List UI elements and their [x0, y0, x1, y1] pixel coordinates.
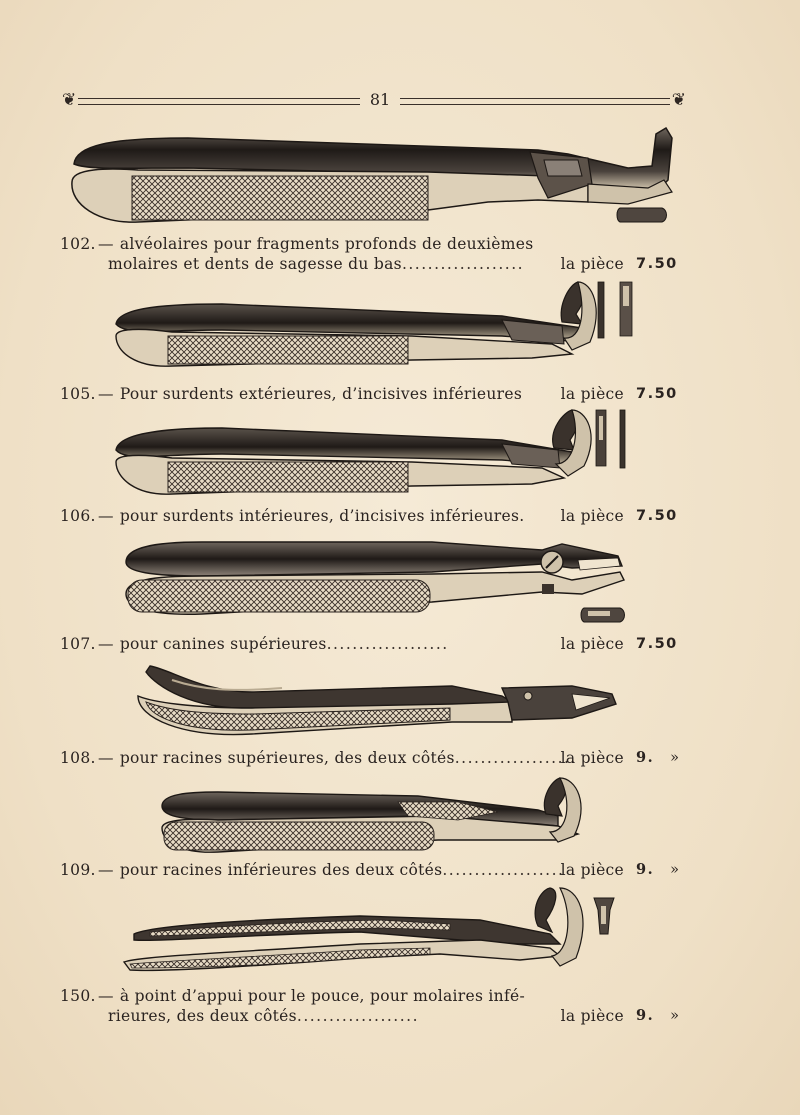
dot-leader: ...................	[442, 861, 565, 879]
entry-150	[60, 986, 686, 1026]
entry-102-description-2: molaires et dents de sagesse du bas	[108, 255, 402, 273]
entry-107-description: pour canines supérieures	[119, 635, 327, 653]
forceps-107-illustration	[122, 536, 632, 626]
entry-109-price-value: 9.	[636, 861, 655, 878]
entry-106-description: pour surdents intérieures, d’incisives inférieures.	[119, 507, 525, 525]
entry-108-price-value: 9.	[636, 749, 655, 766]
entry-102-line1	[60, 234, 686, 254]
entry-105-unit: la pièce	[560, 385, 624, 403]
forceps-108-illustration	[132, 662, 618, 740]
entry-107-unit: la pièce	[560, 635, 624, 653]
entry-102	[60, 234, 686, 274]
entry-102-price: 7.50	[636, 256, 678, 272]
entry-102-unit: la pièce	[560, 255, 624, 273]
entry-105-price: 7.50	[636, 386, 678, 402]
entry-107-line1	[60, 634, 686, 654]
entry-107-number: 107.	[60, 635, 96, 653]
entry-107	[60, 634, 686, 654]
entry-102-line2	[60, 254, 686, 274]
entry-105-number: 105.	[60, 385, 96, 403]
left-ornament-icon: ❦	[62, 90, 77, 110]
entry-dash: —	[98, 235, 114, 253]
entry-109-price-suffix: »	[670, 862, 681, 878]
entry-150-number: 150.	[60, 987, 96, 1005]
entry-150-price-suffix: »	[670, 1008, 681, 1024]
entry-105-description: Pour surdents extérieures, d’incisives inférieures	[119, 385, 523, 403]
entry-102-number: 102.	[60, 235, 96, 253]
forceps-105-illustration	[112, 280, 640, 376]
entry-106-unit: la pièce	[560, 507, 624, 525]
left-header-rule	[78, 98, 360, 105]
entry-109-description: pour racines inférieures des deux côtés	[119, 861, 443, 879]
entry-dash: —	[98, 987, 114, 1005]
entry-150-line1	[60, 986, 686, 1006]
entry-108-unit: la pièce	[560, 749, 624, 767]
entry-106-number: 106.	[60, 507, 96, 525]
entry-106-line1	[60, 506, 686, 526]
entry-107-price: 7.50	[636, 636, 678, 652]
dot-leader: ...................	[401, 255, 525, 273]
entry-150-description-2: rieures, des deux côtés	[108, 1007, 297, 1025]
entry-108-line1	[60, 748, 686, 768]
forceps-106-illustration	[112, 406, 640, 502]
entry-108-number: 108.	[60, 749, 96, 767]
entry-dash: —	[98, 507, 114, 525]
entry-102-description-1: alvéolaires pour fragments profonds de deuxièmes	[119, 235, 534, 253]
entry-109-number: 109.	[60, 861, 96, 879]
forceps-102-illustration	[68, 124, 680, 230]
dot-leader: ...................	[326, 635, 449, 653]
page-number: 81	[369, 90, 391, 109]
page-header	[62, 88, 686, 114]
right-header-rule	[400, 98, 670, 105]
entry-105	[60, 384, 686, 404]
entry-108	[60, 748, 686, 768]
entry-109-unit: la pièce	[560, 861, 624, 879]
entry-108-price-suffix: »	[670, 750, 681, 766]
entry-106	[60, 506, 686, 526]
entry-109-price	[636, 860, 686, 880]
entry-150-price-value: 9.	[636, 1007, 655, 1024]
dot-leader: ...................	[296, 1007, 420, 1025]
entry-105-line1	[60, 384, 686, 404]
entry-150-line2	[60, 1006, 686, 1026]
dot-leader: ...................	[454, 749, 577, 767]
entry-109	[60, 860, 686, 880]
entry-150-price	[636, 1006, 686, 1026]
right-ornament-icon: ❦	[671, 90, 686, 110]
entry-dash: —	[98, 635, 114, 653]
entry-150-description-1: à point d’appui pour le pouce, pour molaires infé-	[119, 987, 526, 1005]
entry-108-description: pour racines supérieures, des deux côtés	[119, 749, 455, 767]
entry-150-unit: la pièce	[560, 1007, 624, 1025]
forceps-150-illustration	[120, 886, 620, 980]
entry-108-price	[636, 748, 686, 768]
entry-dash: —	[98, 385, 114, 403]
entry-106-price: 7.50	[636, 508, 678, 524]
forceps-109-illustration	[158, 776, 594, 860]
entry-dash: —	[98, 861, 114, 879]
entry-109-line1	[60, 860, 686, 880]
entry-dash: —	[98, 749, 114, 767]
